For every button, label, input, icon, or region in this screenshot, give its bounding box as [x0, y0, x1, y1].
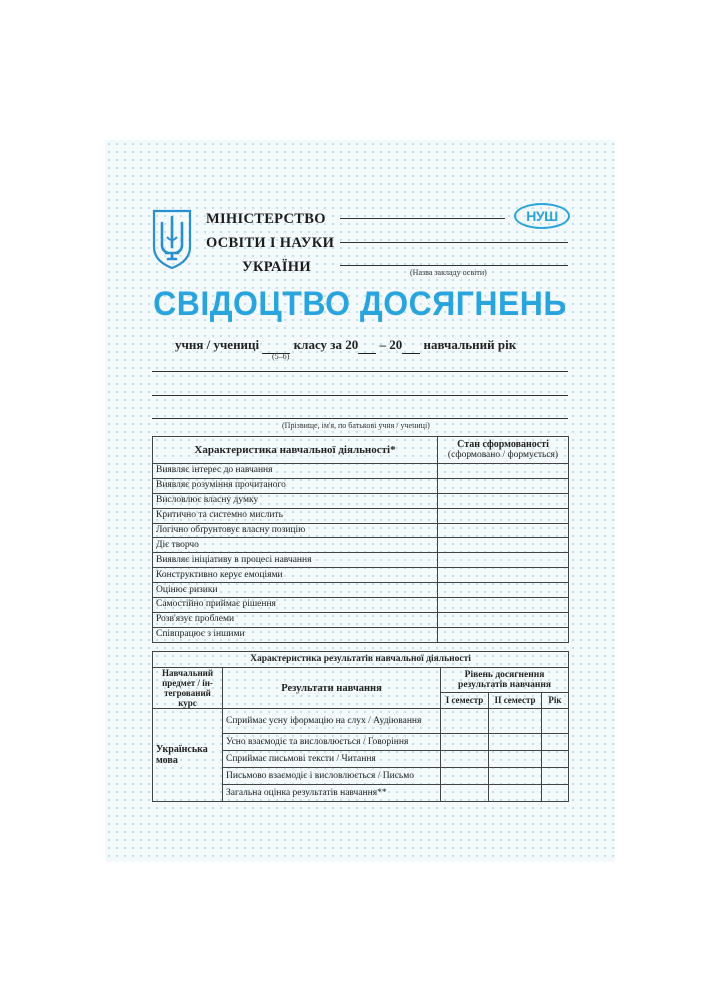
class-label: класу за	[293, 337, 343, 352]
grade-cell[interactable]	[489, 734, 542, 751]
activity-status-cell[interactable]	[438, 478, 569, 493]
activity-label: Логічно обґрунтовує власну позицію	[153, 523, 438, 538]
student-name-line-1	[152, 371, 568, 372]
activity-status-cell[interactable]	[438, 612, 569, 627]
activity-header-left: Характеристика навчальної діяльності*	[153, 437, 438, 464]
result-label: Сприймає письмові тексти / Читання	[223, 751, 441, 768]
table-row	[153, 508, 569, 523]
activity-label: Самостійно приймає рішення	[153, 598, 438, 613]
activity-label: Діє творчо	[153, 538, 438, 553]
table-row	[153, 627, 569, 642]
activity-status-cell[interactable]	[438, 523, 569, 538]
grade-cell[interactable]	[542, 768, 569, 785]
table-row	[153, 523, 569, 538]
grade-cell[interactable]	[489, 709, 542, 734]
ministry-line-1: МІНІСТЕРСТВО	[206, 211, 326, 227]
grade-cell[interactable]	[542, 734, 569, 751]
activity-label: Конструктивно керує емоціями	[153, 568, 438, 583]
table-row	[153, 553, 569, 568]
student-name-line-2	[152, 395, 568, 396]
student-label: учня / учениці	[175, 337, 260, 352]
activity-status-cell[interactable]	[438, 493, 569, 508]
subject-line: мова	[156, 755, 178, 766]
activity-header-right	[438, 437, 569, 464]
level-header-line: Рівень досягнення	[464, 670, 545, 680]
year-header: Рік	[542, 693, 569, 709]
level-header-line: результатів навчання	[458, 680, 551, 690]
subject-header-line: тегрований	[164, 688, 211, 698]
grade-cell[interactable]	[441, 785, 489, 802]
activity-status-cell[interactable]	[438, 538, 569, 553]
activity-label: Виявляє інтерес до навчання	[153, 464, 438, 479]
table-row	[153, 598, 569, 613]
table-row	[153, 612, 569, 627]
year-prefix: 20	[345, 337, 359, 352]
page-title: СВІДОЦТВО ДОСЯГНЕНЬ	[153, 283, 567, 323]
result-label: Загальна оцінка результатів навчання**	[223, 785, 441, 802]
results-title: Характеристика результатів навчальної діяльності	[153, 652, 569, 668]
subject-cell	[153, 709, 223, 802]
nush-logo: НУШ	[514, 203, 570, 229]
school-name-line-2	[340, 242, 568, 243]
activity-status-cell[interactable]	[438, 464, 569, 479]
subject-header-line: предмет / ін-	[162, 678, 213, 688]
year-end-blank	[402, 337, 420, 354]
table-row	[153, 709, 569, 734]
activity-status-cell[interactable]	[438, 598, 569, 613]
grade-cell[interactable]	[542, 709, 569, 734]
subject-column-header	[153, 668, 223, 709]
activity-label: Співпрацює з іншими	[153, 627, 438, 642]
activity-table	[152, 436, 569, 643]
activity-label: Оцінює ризики	[153, 583, 438, 598]
grade-cell[interactable]	[489, 768, 542, 785]
activity-label: Виявляє ініціативу в процесі навчання	[153, 553, 438, 568]
trident-coat-of-arms-icon	[150, 207, 194, 271]
activity-header-right-line1: Стан сформованості	[457, 439, 549, 450]
school-name-caption: (Назва закладу освіти)	[410, 268, 487, 277]
ministry-line-2: ОСВІТИ І НАУКИ	[206, 235, 335, 251]
grade-cell[interactable]	[489, 751, 542, 768]
year-label: навчальний рік	[423, 337, 517, 352]
semester-2-header: ІІ семестр	[489, 693, 542, 709]
table-row	[153, 478, 569, 493]
activity-label: Критично та системно мислить	[153, 508, 438, 523]
ministry-line-3: УКРАЇНИ	[242, 259, 311, 275]
result-label: Усно взаємодіє та висловлюється / Говоріння	[223, 734, 441, 751]
subject-line: Українська	[156, 744, 208, 755]
table-row	[153, 583, 569, 598]
result-label: Сприймає усну іформацію на слух / Аудіювання	[223, 709, 441, 734]
year-start-blank	[358, 337, 376, 354]
student-name-caption: (Прізвище, ім'я, по батькові учня / учениці)	[282, 421, 430, 430]
school-name-line-3	[340, 265, 568, 266]
grade-cell[interactable]	[441, 734, 489, 751]
student-name-line-3	[152, 418, 568, 419]
school-name-line-1	[340, 218, 505, 219]
activity-label: Висловлює власну думку	[153, 493, 438, 508]
activity-label: Розв'язує проблеми	[153, 612, 438, 627]
activity-status-cell[interactable]	[438, 627, 569, 642]
semester-1-header: І семестр	[441, 693, 489, 709]
grade-cell[interactable]	[441, 709, 489, 734]
table-row	[153, 493, 569, 508]
year-dash: – 20	[379, 337, 403, 352]
grade-cell[interactable]	[441, 768, 489, 785]
activity-status-cell[interactable]	[438, 568, 569, 583]
results-table	[152, 651, 569, 802]
subtitle-line	[175, 337, 516, 354]
results-column-header: Результати навчання	[223, 668, 441, 709]
grade-cell[interactable]	[542, 785, 569, 802]
grade-cell[interactable]	[441, 751, 489, 768]
class-caption: (5–6)	[272, 352, 290, 361]
activity-status-cell[interactable]	[438, 553, 569, 568]
activity-label: Виявляє розуміння прочитаного	[153, 478, 438, 493]
activity-status-cell[interactable]	[438, 508, 569, 523]
table-row	[153, 538, 569, 553]
ministry-title	[206, 207, 334, 279]
activity-header-right-line2: (сформовано / формується)	[447, 450, 559, 460]
level-column-header	[441, 668, 569, 693]
subject-header-line: Навчальний	[161, 668, 214, 678]
grade-cell[interactable]	[542, 751, 569, 768]
result-label: Письмово взаємодіє і висловлюється / Письмо	[223, 768, 441, 785]
subject-header-line: курс	[178, 698, 197, 708]
table-row	[153, 464, 569, 479]
activity-status-cell[interactable]	[438, 583, 569, 598]
table-row	[153, 568, 569, 583]
grade-cell[interactable]	[489, 785, 542, 802]
